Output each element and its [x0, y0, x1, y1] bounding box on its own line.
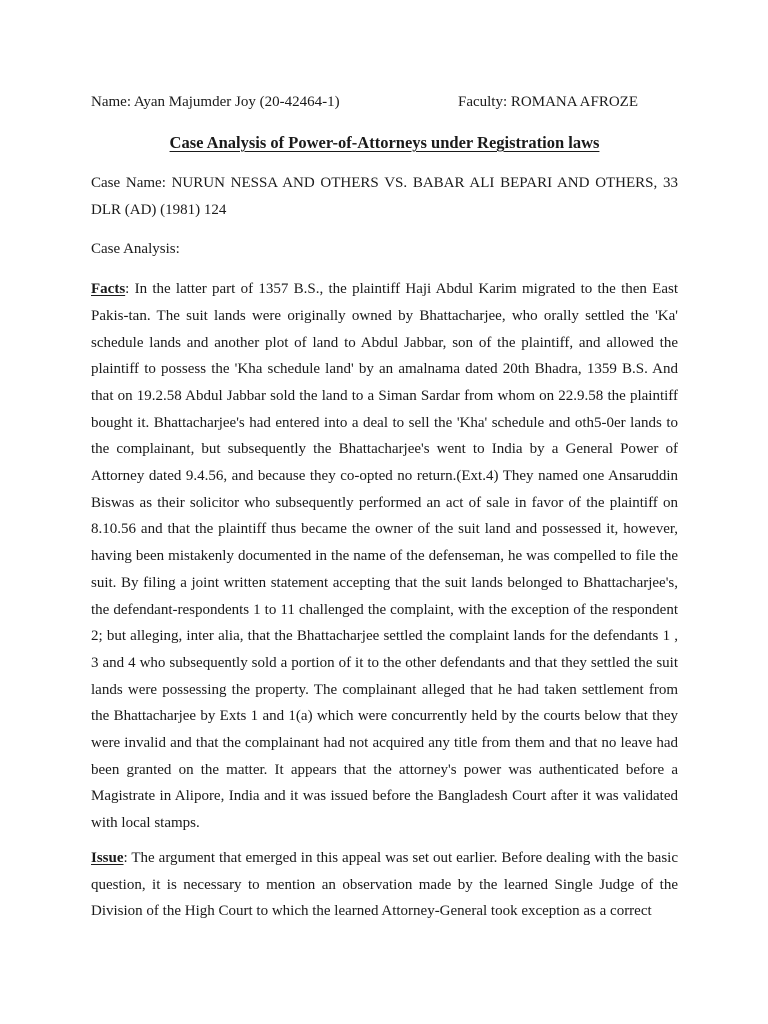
case-name: Case Name: NURUN NESSA AND OTHERS VS. BABAR ALI BEPARI AND OTHERS, 33 DLR (AD) (1981) 124 [91, 175, 678, 218]
facts-text: : In the latter part of 1357 B.S., the plaintiff Haji Abdul Karim migrated to the then East Pakis-tan. The suit lands were originally owned by Bhattacharjee, who orally settled the 'Ka' schedule lands and another plot of land to Abdul Jabbar, son of the plaintiff, and allowed the plaintiff to possess the 'Kha schedule land' by an amalnama dated 20th Bhadra, 1359 B.S. And that on 19.2.58 Abdul Jabbar sold the land to a Siman Sardar from whom on 22.9.58 the plaintiff bought it. Bhattacharjee's had entered into a deal to sell the 'Kha' schedule and oth5-0er lands to the complainant, but subsequently the Bhattacharjee's went to India by a General Power of Attorney dated 9.4.56, and because they co-opted no return.(Ext.4) They named one Ansaruddin Biswas as their solicitor who subsequently performed an act of sale in favor of the plaintiff on 8.10.56 and that the plaintiff thus became the owner of the suit land and possessed it, however, having been mistakenly documented in the name of the defenseman, he was compelled to file the suit. By filing a joint written statement accepting that the suit lands belonged to Bhattacharjee's, the defendant-respondents 1 to 11 challenged the complaint, with the exception of the respondent 2; but alleging, inter alia, that the Bhattacharjee settled the complaint lands for the defendants 1 , 3 and 4 who subsequently sold a portion of it to the other defendants and that they settled the suit lands were possessing the property. The complainant alleged that he had taken settlement from the Bhattacharjee by Exts 1 and 1(a) which were concurrently held by the courts below that they were invalid and that the complainant had not acquired any title from them and that no leave had been granted on the matter. It appears that the attorney's power was authenticated before a Magistrate in Alipore, India and it was issued before the Bangladesh Court after it was validated with local stamps. [91, 281, 678, 832]
faculty-name: Faculty: ROMANA AFROZE [457, 94, 638, 110]
issue-text: : The argument that emerged in this appeal was set out earlier. Before dealing with the basic question, it is necessary to mention an observation made by the learned Single Judge of the Division of the High Court to which the learned Attorney-General took exception as a correct [91, 849, 678, 920]
case-analysis-label: Case Analysis: [91, 241, 180, 258]
document-title: Case Analysis of Power-of-Attorneys under Registration laws [169, 133, 600, 152]
issue-heading: Issue [91, 849, 124, 866]
issue-paragraph [91, 845, 678, 925]
facts-paragraph [91, 276, 678, 837]
header-row [91, 91, 678, 113]
facts-heading: Facts [91, 281, 126, 298]
student-name: Name: Ayan Majumder Joy (20-42464-1) [91, 94, 340, 110]
